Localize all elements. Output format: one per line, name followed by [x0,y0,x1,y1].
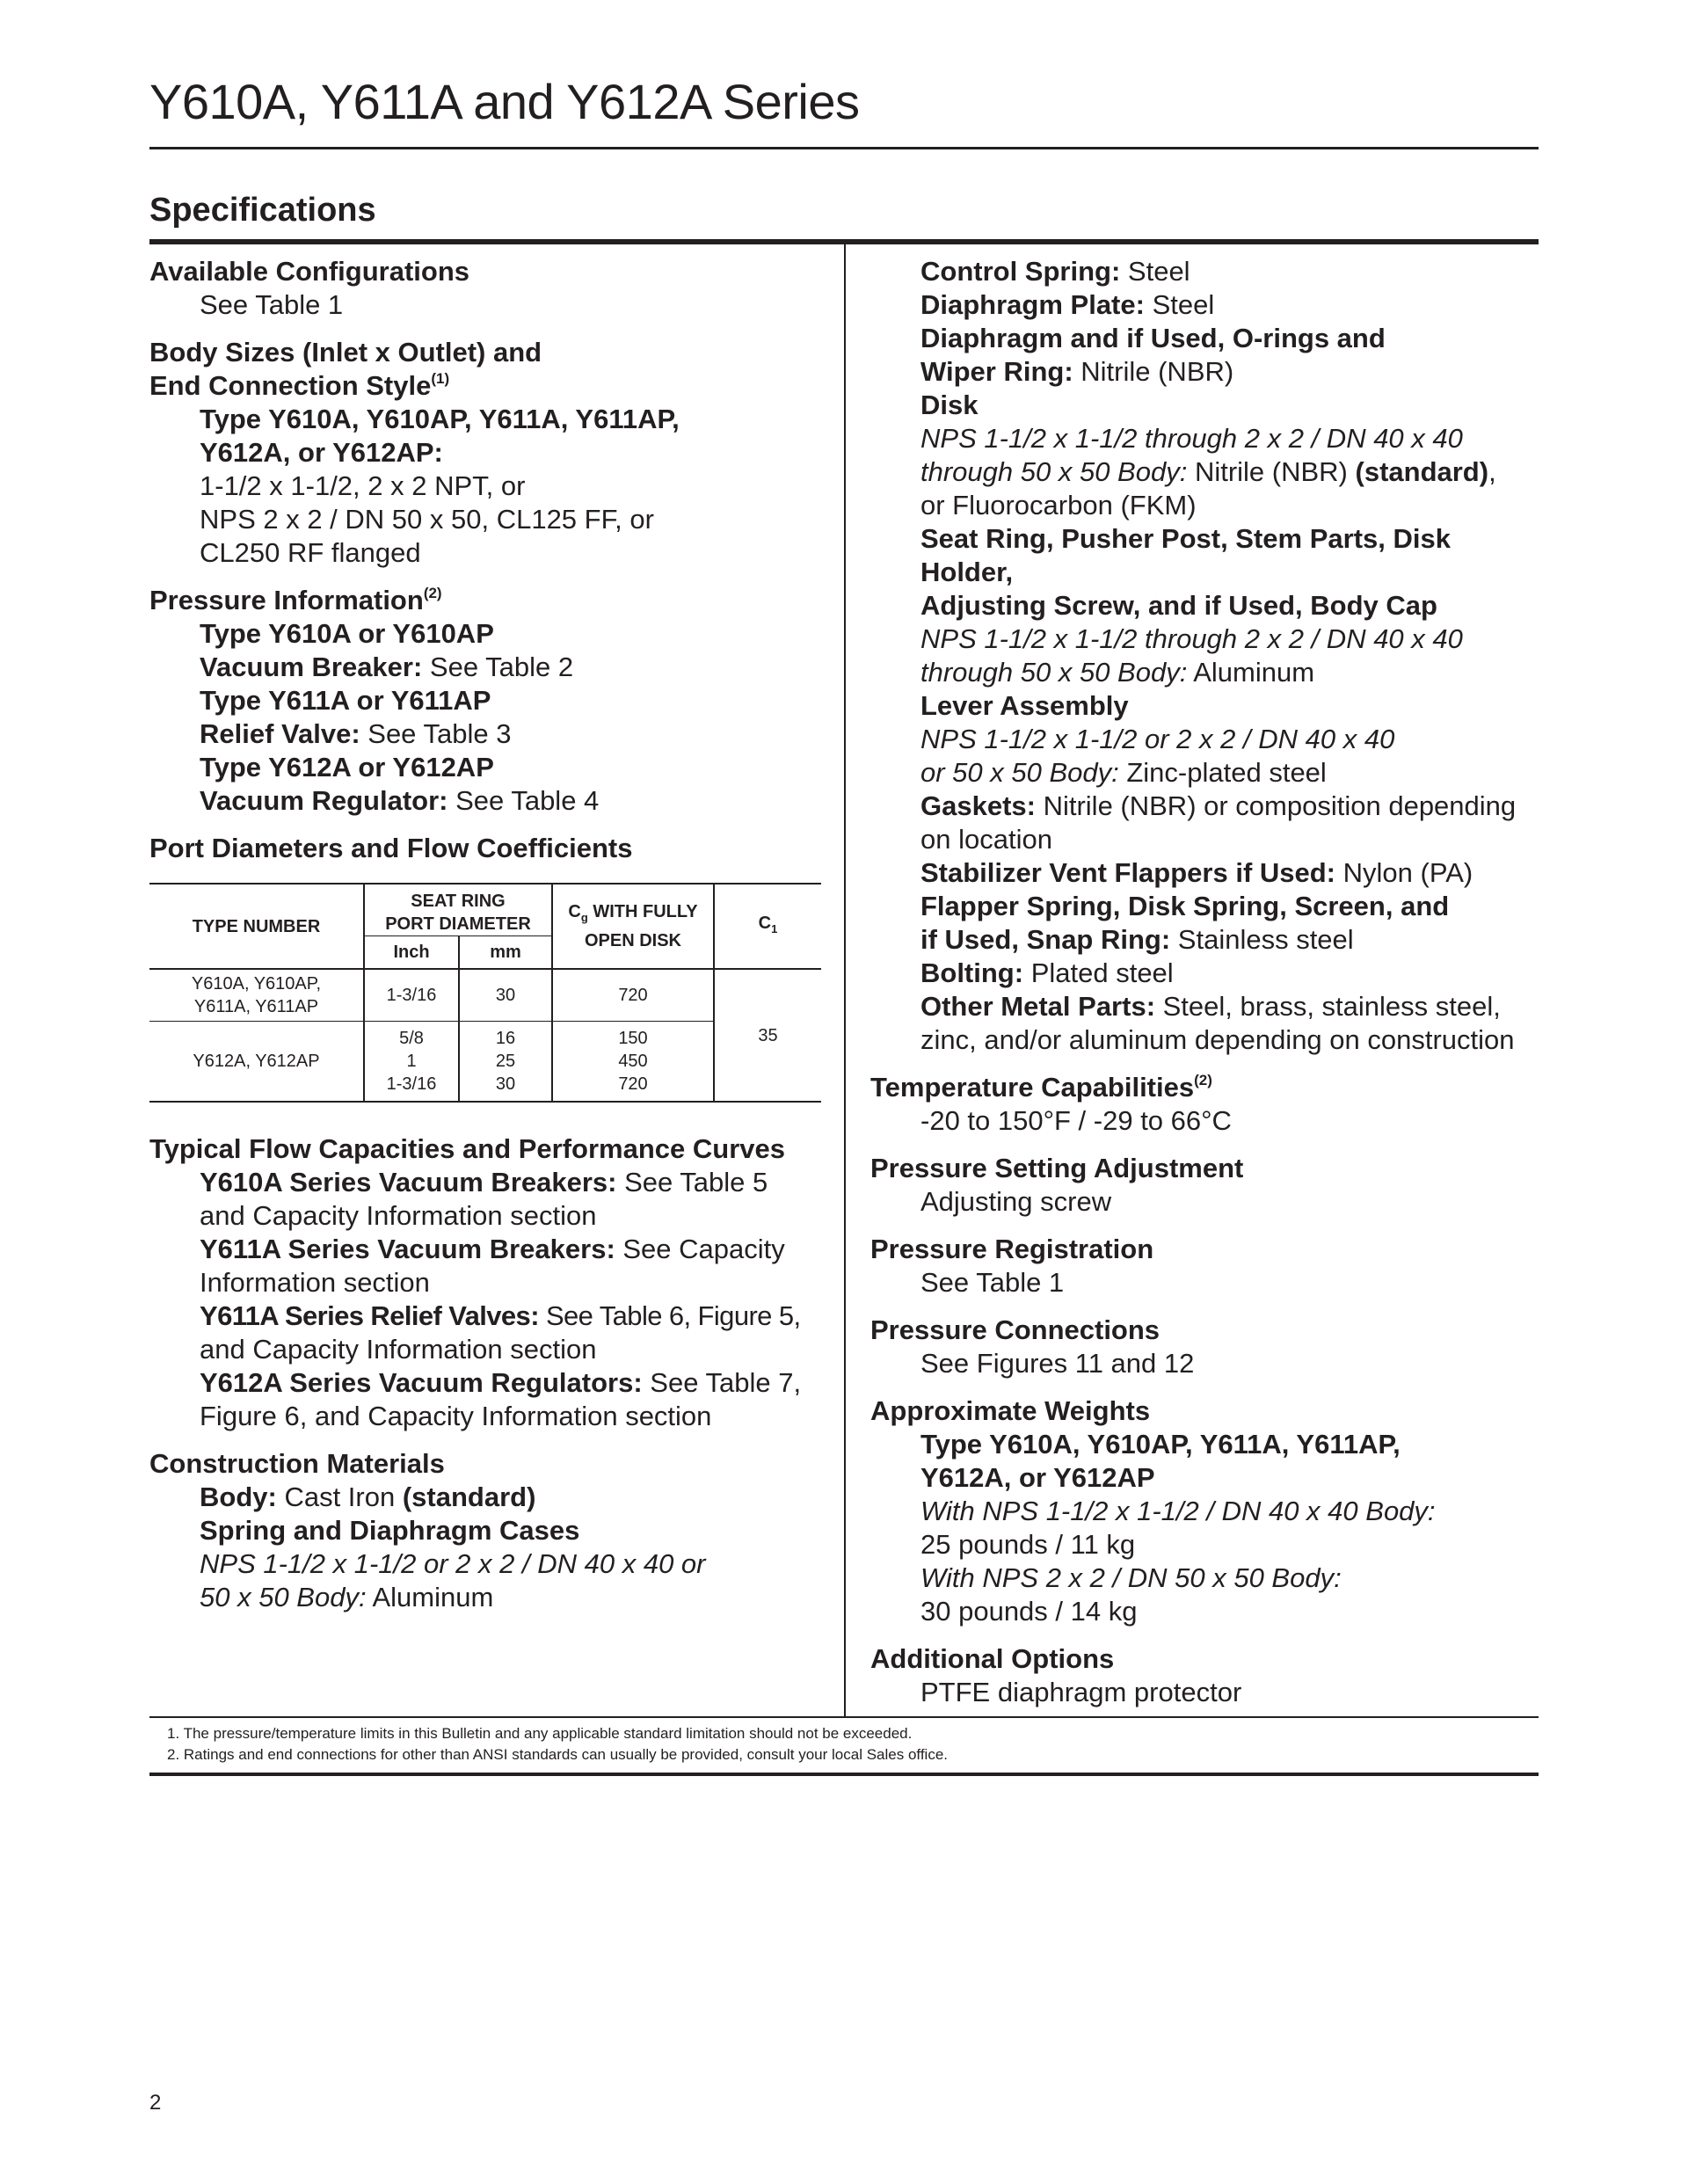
cases-italic-line2: 50 x 50 Body: [200,1582,367,1613]
col-seat-line2: PORT DIAMETER [385,914,531,934]
bolting [870,957,1547,990]
weights-types-line2: Y612A, or Y612AP [920,1462,1155,1493]
pressure-item [149,651,826,684]
available-configurations [149,255,826,322]
weights-italic1: With NPS 1-1/2 x 1-1/2 / DN 40 x 40 Body: [920,1496,1436,1526]
other-metal [870,990,1547,1023]
section-heading: Specifications [149,192,376,229]
right-column [870,255,1547,1709]
pressure-item-label: Relief Valve: [200,718,360,749]
col-inch: Inch [364,936,459,970]
diaphragm-orings [870,355,1547,389]
lever-italic-line2: or 50 x 50 Body: [920,757,1119,788]
row2-type: Y612A, Y612AP [149,1022,364,1103]
seat-ring-label-line1: Seat Ring, Pusher Post, Stem Parts, Disk Holder, [920,523,1451,587]
pressure-connections-heading: Pressure Connections [870,1314,1160,1345]
flow-item-value: See Table 6, Figure 5, [538,1300,801,1331]
body-sizes-types-line2: Y612A, or Y612AP: [200,437,443,468]
flapper-spring [870,923,1547,957]
body-sizes-value-line3: CL250 RF flanged [200,537,421,568]
column-divider [844,244,846,1718]
diaphragm-orings-label-line1: Diaphragm and if Used, O-rings and [920,323,1386,353]
col-cg-line2: OPEN DISK [584,931,682,950]
row1-type [149,969,364,1022]
col-cg [552,884,714,969]
additional-options [870,1642,1547,1709]
row2-mm-value: 16 [495,1029,516,1048]
pressure-connections-value: See Figures 11 and 12 [920,1348,1195,1379]
flow-item-label: Y611A Series Vacuum Breakers: [200,1234,615,1264]
disk-line3: or Fluorocarbon (FKM) [920,490,1197,521]
pressure-registration-heading: Pressure Registration [870,1234,1154,1264]
diaphragm-plate-label: Diaphragm Plate: [920,289,1145,320]
disk-italic-line2: through 50 x 50 Body: [920,456,1188,487]
footnote-ref-2: (2) [1194,1072,1212,1088]
weights-value1: 25 pounds / 11 kg [920,1529,1136,1560]
pressure-item [149,717,826,751]
control-spring [870,255,1547,288]
flow-item-label: Y611A Series Relief Valves: [200,1300,539,1331]
flapper-spring-label-line1: Flapper Spring, Disk Spring, Screen, and [920,891,1450,921]
flow-item [149,1366,826,1400]
col-cg-sub: g [580,911,588,924]
temperature-capabilities [870,1071,1547,1138]
lever-italic-line1: NPS 1-1/2 x 1-1/2 or 2 x 2 / DN 40 x 40 [920,724,1395,754]
row2-inch-value: 1 [406,1052,417,1071]
stabilizer-label: Stabilizer Vent Flappers if Used: [920,857,1336,888]
cases-label: Spring and Diaphragm Cases [200,1515,580,1546]
stabilizer-value: Nylon (PA) [1335,857,1473,888]
footnote-rule-top [149,1716,1539,1718]
flow-item-value: See Table 5 [616,1167,768,1198]
pressure-item-label: Vacuum Regulator: [200,785,448,816]
pressure-setting-value: Adjusting screw [920,1186,1112,1217]
pressure-item-value: See Table 4 [447,785,600,816]
approximate-weights [870,1394,1547,1628]
row2-mm [459,1022,552,1103]
pressure-information-heading-text: Pressure Information [149,585,424,615]
body-material-label: Body: [200,1481,277,1512]
pressure-type: Type Y612A or Y612AP [200,752,494,783]
available-configurations-value: See Table 1 [200,289,344,320]
stabilizer [870,856,1547,890]
disk-value: Nitrile (NBR) [1187,456,1356,487]
flow-item [149,1166,826,1199]
row2-mm-value: 25 [495,1052,516,1071]
page-title: Y610A, Y611A and Y612A Series [149,74,860,129]
diaphragm-plate [870,288,1547,322]
col-c1-c: C [758,914,772,933]
row1-cg: 720 [552,969,714,1022]
pressure-item-value: See Table 2 [422,652,574,682]
row2-inch-value: 5/8 [399,1029,424,1048]
flow-item-label: Y610A Series Vacuum Breakers: [200,1167,617,1198]
left-column [149,255,826,1614]
disk-italic-line1: NPS 1-1/2 x 1-1/2 through 2 x 2 / DN 40 x 40 [920,423,1463,454]
port-table-heading: Port Diameters and Flow Coefficients [149,833,633,863]
additional-options-heading: Additional Options [870,1643,1115,1674]
footnote-2: 2. Ratings and end connections for other than ANSI standards can usually be provided, consult your local Sales office. [167,1746,949,1763]
weights-types-line1: Type Y610A, Y610AP, Y611A, Y611AP, [920,1429,1401,1460]
available-configurations-heading: Available Configurations [149,256,470,287]
table-row [149,969,821,1022]
row1-mm: 30 [459,969,552,1022]
gaskets-line2: on location [920,824,1052,855]
flow-item [149,1299,826,1333]
diaphragm-plate-value: Steel [1144,289,1215,320]
col-seat-line1: SEAT RING [411,892,506,911]
temperature-heading-text: Temperature Capabilities [870,1072,1195,1103]
col-type-number: TYPE NUMBER [149,884,364,969]
weights-heading: Approximate Weights [870,1395,1151,1426]
temperature-value: -20 to 150°F / -29 to 66°C [920,1105,1232,1136]
row1-inch: 1-3/16 [364,969,459,1022]
disk-label: Disk [920,389,979,420]
footnote-ref-1: (1) [431,370,450,387]
disk-comma: , [1488,456,1496,487]
flow-item-line2: and Capacity Information section [200,1200,597,1231]
row2-cg-value: 720 [618,1074,648,1094]
pressure-type: Type Y611A or Y611AP [200,685,491,716]
pressure-connections [870,1314,1547,1380]
col-c1-sub: 1 [771,922,778,935]
bolting-value: Plated steel [1023,957,1174,988]
construction-materials-heading: Construction Materials [149,1448,445,1479]
flow-item-line2: Information section [200,1267,430,1298]
row1-type-line2: Y611A, Y611AP [193,997,319,1016]
pressure-item-label: Vacuum Breaker: [200,652,423,682]
construction-materials [149,1447,826,1614]
body-sizes-heading-line1: Body Sizes (Inlet x Outlet) and [149,337,542,368]
flow-item-label: Y612A Series Vacuum Regulators: [200,1367,643,1398]
port-table [149,883,821,1103]
pressure-item-value: See Table 3 [360,718,512,749]
gaskets-value: Nitrile (NBR) or composition depending [1035,790,1517,821]
pressure-item [149,784,826,818]
pressure-setting [870,1152,1547,1219]
body-sizes-heading-text: End Connection Style [149,370,432,401]
weights-italic2: With NPS 2 x 2 / DN 50 x 50 Body: [920,1562,1342,1593]
body-sizes [149,336,826,570]
cases-italic-line1: NPS 1-1/2 x 1-1/2 or 2 x 2 / DN 40 x 40 or [200,1548,706,1579]
control-spring-label: Control Spring: [920,256,1121,287]
col-cg-rest: WITH FULLY [587,902,698,921]
typical-flow [149,1132,826,1433]
control-spring-value: Steel [1120,256,1190,287]
flow-item [149,1233,826,1266]
disk-standard: (standard) [1355,456,1489,487]
cases-value: Aluminum [366,1582,494,1613]
flow-item-value: See Table 7, [642,1367,802,1398]
row2-mm-value: 30 [495,1074,516,1094]
row2-cg [552,1022,714,1103]
flapper-spring-value: Stainless steel [1170,924,1354,955]
flow-item-line2: Figure 6, and Capacity Information section [200,1401,712,1431]
lever-line2 [870,756,1547,790]
footnotes [167,1723,948,1765]
diaphragm-orings-value: Nitrile (NBR) [1073,356,1234,387]
col-cg-c: C [568,902,581,921]
row2-cg-value: 450 [618,1052,648,1071]
temperature-heading [870,1071,1547,1104]
weights-value2: 30 pounds / 14 kg [920,1596,1138,1627]
diaphragm-orings-label-line2: Wiper Ring: [920,356,1073,387]
bolting-label: Bolting: [920,957,1024,988]
gaskets [870,790,1547,823]
footnote-ref-2: (2) [423,585,442,601]
pressure-type: Type Y610A or Y610AP [200,618,494,649]
page-number: 2 [149,2091,162,2115]
seat-ring-value: Aluminum [1187,657,1315,688]
flow-item-value: See Capacity [615,1234,785,1264]
pressure-registration [870,1233,1547,1299]
lever-assembly-label: Lever Assembly [920,690,1129,721]
pressure-registration-value: See Table 1 [920,1267,1065,1298]
body-sizes-heading-line2 [149,369,826,403]
other-metal-label: Other Metal Parts: [920,991,1156,1022]
body-sizes-value-line1: 1-1/2 x 1-1/2, 2 x 2 NPT, or [200,470,526,501]
footnote-rule-bottom [149,1773,1539,1776]
other-metal-line2: zinc, and/or aluminum depending on construction [920,1024,1515,1055]
seat-ring-line2 [870,656,1547,689]
cases-line2 [149,1581,826,1614]
pressure-information [149,584,826,818]
seat-ring-italic-line1: NPS 1-1/2 x 1-1/2 through 2 x 2 / DN 40 x 40 [920,623,1463,654]
body-sizes-value-line2: NPS 2 x 2 / DN 50 x 50, CL125 FF, or [200,504,654,535]
flapper-spring-label-line2: if Used, Snap Ring: [920,924,1171,955]
seat-ring-italic-line2: through 50 x 50 Body: [920,657,1188,688]
col-cg-line1 [557,900,709,929]
pressure-information-heading [149,584,826,617]
body-material-standard: (standard) [402,1481,536,1512]
typical-flow-heading: Typical Flow Capacities and Performance Curves [149,1133,786,1164]
body-sizes-types-line1: Type Y610A, Y610AP, Y611A, Y611AP, [200,404,680,434]
title-rule [149,147,1539,149]
row1-type-line1: Y610A, Y610AP, [191,974,322,994]
row2-inch [364,1022,459,1103]
col-seat-ring [364,884,552,936]
seat-ring-label-line2: Adjusting Screw, and if Used, Body Cap [920,590,1437,621]
col-mm: mm [459,936,552,970]
body-material-value: Cast Iron [276,1481,403,1512]
flow-item-line2: and Capacity Information section [200,1334,597,1365]
footnote-1: 1. The pressure/temperature limits in this Bulletin and any applicable standard limitation should not be exceeded. [167,1725,913,1742]
col-c1 [714,884,821,969]
port-diameters [149,832,826,1103]
row2-cg-value: 150 [618,1029,648,1048]
row2-inch-value: 1-3/16 [386,1074,437,1094]
lever-value: Zinc-plated steel [1118,757,1327,788]
other-metal-value: Steel, brass, stainless steel, [1155,991,1501,1022]
disk-line2 [870,455,1547,489]
additional-options-value: PTFE diaphragm protector [920,1677,1242,1707]
body-material [149,1481,826,1514]
gaskets-label: Gaskets: [920,790,1036,821]
c1-value: 35 [714,969,821,1102]
pressure-setting-heading: Pressure Setting Adjustment [870,1153,1244,1183]
